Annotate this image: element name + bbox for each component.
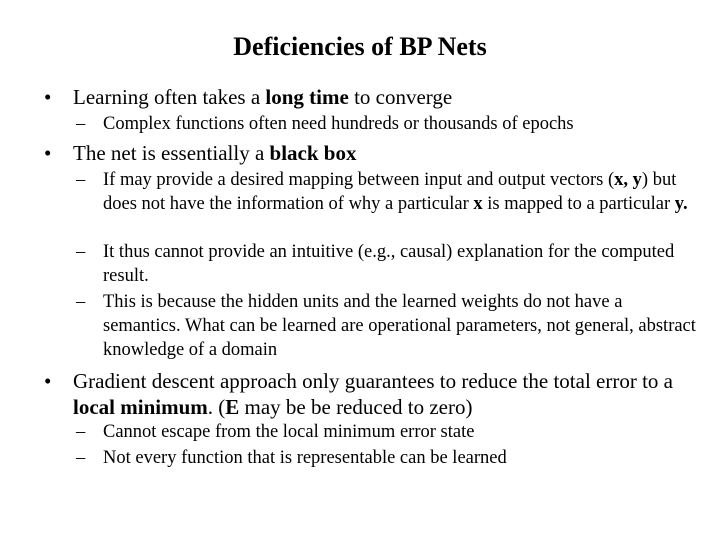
bullet-text [73, 368, 694, 420]
bullet-icon: • [44, 85, 52, 109]
dash-icon: – [76, 242, 86, 262]
text-run: is mapped to a particular [482, 194, 675, 214]
dash-icon: – [76, 422, 86, 442]
subbullet-text: This is because the hidden units and the learned weights do not have a semantics. What can be learned are operational parameters, not general, abstract knowledge of a domain [103, 292, 696, 360]
subbullet-text: Complex functions often need hundreds or thousands of epochs [103, 114, 574, 134]
text-run: The net is essentially a [73, 141, 270, 165]
bullet-text [73, 140, 694, 166]
text-run: . ( [207, 395, 226, 419]
subbullet-explanation [76, 240, 696, 288]
bold-text: y. [674, 194, 688, 214]
text-run: If may provide a desired mapping between input and output vectors ( [103, 170, 615, 190]
subbullet-text: Not every function that is representable can be learned [103, 448, 507, 468]
subbullet-epochs [76, 112, 696, 136]
dash-icon: – [76, 448, 86, 468]
dash-icon: – [76, 292, 86, 312]
text-run: ) but does not have the information of why a particular [103, 170, 677, 214]
bold-text: local minimum [73, 395, 208, 419]
bullet-text [73, 84, 694, 110]
dash-icon: – [76, 114, 86, 134]
bullet-icon: • [44, 141, 52, 165]
text-run: Learning often takes a [73, 85, 266, 109]
bullet-black-box [44, 140, 694, 166]
subbullet-text: It thus cannot provide an intuitive (e.g., causal) explanation for the computed result. [103, 242, 675, 286]
subbullet-semantics [76, 290, 696, 362]
dash-icon: – [76, 170, 86, 190]
subbullet-local-minimum [76, 420, 696, 444]
bullet-icon: • [44, 369, 52, 393]
bold-text: x, y [614, 170, 642, 190]
bullet-learning-time [44, 84, 694, 110]
subbullet-representable [76, 446, 696, 470]
slide-title: Deficiencies of BP Nets [233, 32, 487, 61]
subbullet-text [103, 168, 696, 216]
bullet-gradient-descent [44, 368, 694, 420]
subbullet-text: Cannot escape from the local minimum error state [103, 422, 475, 442]
bold-text: long time [265, 85, 349, 109]
bold-text: E [225, 395, 240, 419]
bold-text: black box [269, 141, 357, 165]
subbullet-mapping [76, 168, 696, 216]
text-run: to converge [348, 85, 453, 109]
text-run: may be be reduced to zero) [239, 395, 473, 419]
bold-text: x [473, 194, 483, 214]
text-run: Gradient descent approach only guarantees to reduce the total error to a [73, 369, 673, 393]
